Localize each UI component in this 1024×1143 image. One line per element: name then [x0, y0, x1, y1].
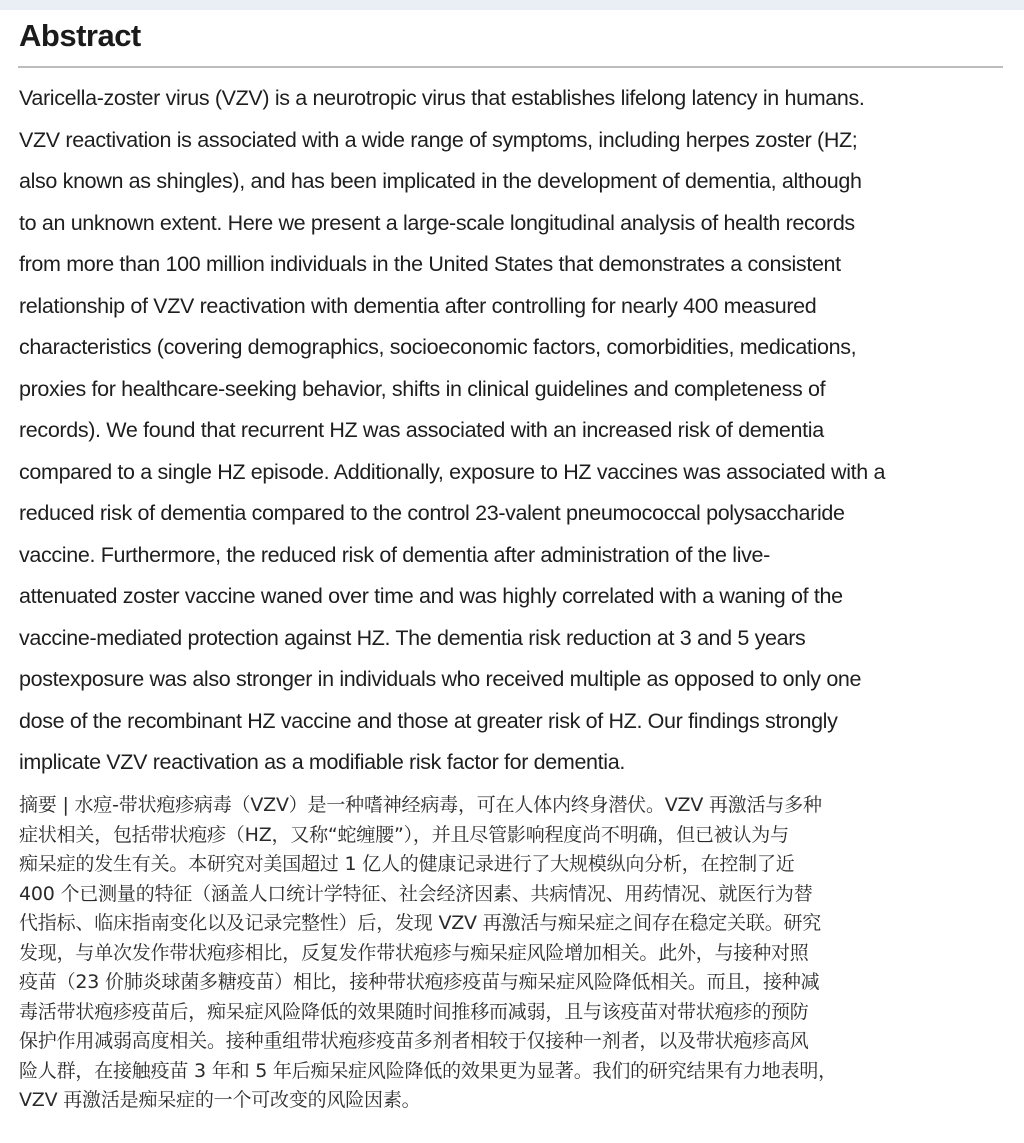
english-abstract-line: records). We found that recurrent HZ was associated with an increased risk of dementia — [19, 418, 824, 442]
english-abstract-line: proxies for healthcare-seeking behavior, shifts in clinical guidelines and completeness of — [19, 376, 826, 401]
english-abstract-line: attenuated zoster vaccine waned over time and was highly correlated with a waning of the — [19, 584, 843, 608]
chinese-abstract-line: 症状相关，包括带状疱疹（HZ，又称“蛇缠腰”），并且尽管影响程度尚不明确，但已被认为与 — [19, 823, 789, 846]
chinese-abstract-line: 痴呆症的发生有关。本研究对美国超过 1 亿人的健康记录进行了大规模纵向分析，在控制了近 — [19, 853, 795, 875]
english-abstract-line: also known as shingles), and has been implicated in the development of dementia, although — [19, 169, 862, 193]
chinese-abstract-line: 险人群，在接触疫苗 3 年和 5 年后痴呆症风险降低的效果更为显著。我们的研究结果有力地表明， — [19, 1059, 837, 1082]
top-border-strip — [0, 0, 1024, 10]
chinese-abstract — [19, 791, 1024, 1116]
english-abstract-line: dose of the recombinant HZ vaccine and those at greater risk of HZ. Our findings strongly — [19, 708, 838, 733]
english-abstract — [19, 78, 1019, 784]
chinese-abstract-line: 摘要 | 水痘-带状疱疹病毒（VZV）是一种嗜神经病毒，可在人体内终身潜伏。VZV 再激活与多种 — [19, 794, 822, 816]
chinese-abstract-line: 400 个已测量的特征（涵盖人口统计学特征、社会经济因素、共病情况、用药情况、就医行为替 — [19, 882, 813, 905]
chinese-abstract-line: 疫苗（23 价肺炎球菌多糖疫苗）相比，接种带状疱疹疫苗与痴呆症风险降低相关。而且，接种减 — [19, 971, 820, 993]
english-abstract-line: implicate VZV reactivation as a modifiable risk factor for dementia. — [19, 750, 625, 774]
english-abstract-line: characteristics (covering demographics, socioeconomic factors, comorbidities, medications, — [19, 335, 857, 359]
english-abstract-line: from more than 100 million individuals in the United States that demonstrates a consistent — [19, 252, 841, 276]
heading-divider — [18, 66, 1003, 68]
chinese-abstract-line: VZV 再激活是痴呆症的一个可改变的风险因素。 — [19, 1089, 421, 1111]
english-abstract-line: reduced risk of dementia compared to the control 23-valent pneumococcal polysaccharide — [19, 501, 845, 525]
chinese-abstract-line: 发现，与单次发作带状疱疹相比，反复发作带状疱疹与痴呆症风险增加相关。此外，与接种对照 — [19, 941, 809, 964]
chinese-abstract-line: 毒活带状疱疹疫苗后，痴呆症风险降低的效果随时间推移而减弱，且与该疫苗对带状疱疹的预防 — [19, 1000, 809, 1023]
chinese-abstract-line: 保护作用减弱高度相关。接种重组带状疱疹疫苗多剂者相较于仅接种一剂者，以及带状疱疹高风 — [19, 1030, 809, 1052]
english-abstract-line: to an unknown extent. Here we present a large-scale longitudinal analysis of health records — [19, 210, 855, 235]
english-abstract-line: relationship of VZV reactivation with dementia after controlling for nearly 400 measured — [19, 293, 817, 318]
english-abstract-line: VZV reactivation is associated with a wide range of symptoms, including herpes zoster (HZ; — [19, 127, 858, 152]
abstract-heading: Abstract — [19, 18, 141, 53]
english-abstract-line: compared to a single HZ episode. Additionally, exposure to HZ vaccines was associated with a — [19, 459, 886, 484]
english-abstract-line: Varicella-zoster virus (VZV) is a neurotropic virus that establishes lifelong latency in humans. — [19, 86, 865, 110]
english-abstract-line: postexposure was also stronger in individuals who received multiple as opposed to only one — [19, 667, 862, 691]
english-abstract-line: vaccine. Furthermore, the reduced risk of dementia after administration of the live- — [19, 542, 770, 567]
english-abstract-line: vaccine-mediated protection against HZ. The dementia risk reduction at 3 and 5 years — [19, 625, 806, 650]
chinese-abstract-line: 代指标、临床指南变化以及记录完整性）后，发现 VZV 再激活与痴呆症之间存在稳定关联。研究 — [19, 912, 822, 934]
